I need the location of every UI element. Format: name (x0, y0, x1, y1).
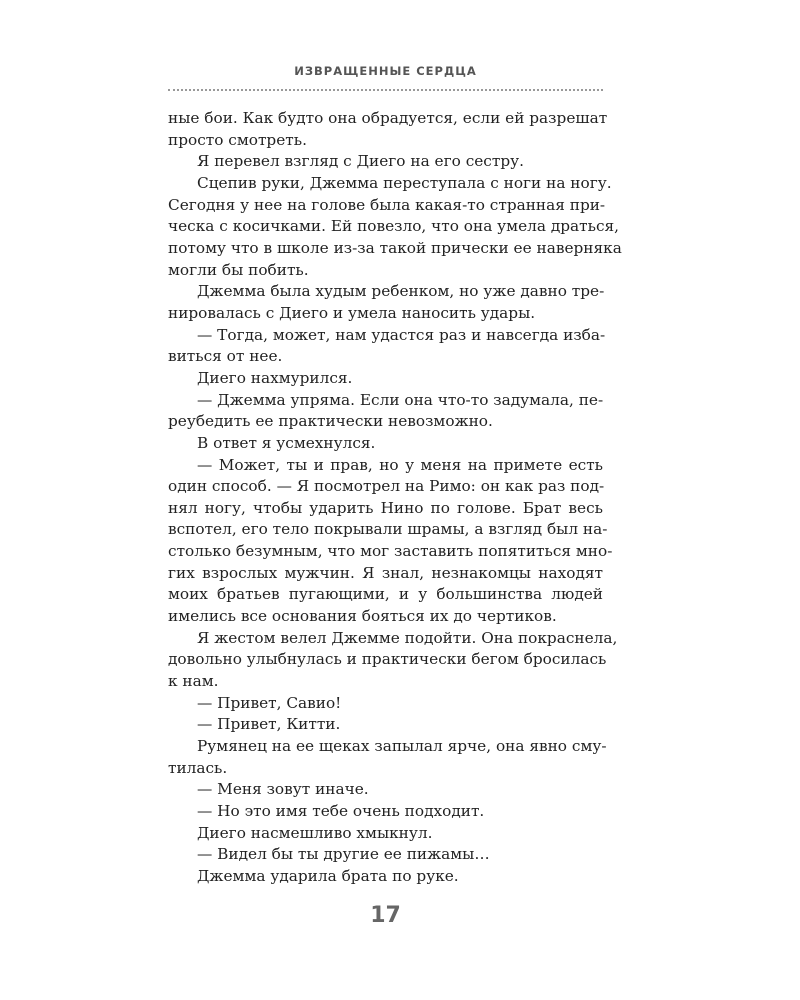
text-line: Джемма ударила брата по руке. (197, 866, 459, 885)
text-line: В ответ я усмехнулся. (197, 433, 376, 452)
text-line: вспотел, его тело покрывали шрамы, а взгляд был на- (168, 520, 608, 539)
text-line: — Привет, Савио! (197, 693, 342, 712)
text-line: ные бои. Как будто она обрадуется, если ей разрешат (168, 109, 608, 127)
text-line: Сцепив руки, Джемма переступала с ноги на ногу. (197, 173, 612, 192)
text-line: Румянец на ее щеках запылал ярче, она явно сму- (197, 737, 607, 756)
text-line: — Привет, Китти. (197, 715, 341, 734)
page-number: 17 (370, 903, 401, 928)
text-line: могли бы побить. (168, 260, 309, 279)
text-line: имелись все основания бояться их до чертиков. (168, 607, 557, 626)
text-line: Сегодня у нее на голове была какая-то странная при- (168, 195, 606, 214)
text-line: Джемма была худым ребенком, но уже давно тре- (197, 282, 605, 301)
text-line: к нам. (168, 672, 219, 691)
text-line: нировалась с Диего и умела наносить удары. (168, 303, 536, 322)
running-title: ИЗВРАЩЕННЫЕ СЕРДЦА (294, 64, 477, 78)
text-line: потому что в школе из-за такой прически ее наверняка (168, 238, 622, 257)
text-line: тилась. (168, 758, 228, 777)
text-line: ческа с косичками. Ей повезло, что она умела драться, (168, 217, 620, 236)
text-line: — Может, ты и прав, но у меня на примете есть (197, 455, 603, 474)
text-line: — Но это имя тебе очень подходит. (197, 802, 485, 820)
text-line: — Джемма упряма. Если она что-то задумала, пе- (197, 390, 604, 409)
text-line: виться от нее. (168, 347, 283, 366)
text-line: реубедить ее практически невозможно. (168, 412, 493, 431)
text-line: просто смотреть. (168, 130, 307, 149)
text-line: — Тогда, может, нам удастся раз и навсегда изба- (197, 325, 606, 344)
text-line: Диего нахмурился. (197, 368, 353, 387)
page-body-text (168, 108, 622, 888)
text-line: — Видел бы ты другие ее пижамы… (197, 845, 490, 864)
text-line: столько безумным, что мог заставить попятиться мно- (168, 542, 613, 561)
text-line: один способ. — Я посмотрел на Римо: он как раз под- (168, 477, 605, 496)
text-line: Я перевел взгляд с Диего на его сестру. (197, 152, 524, 171)
header-divider (168, 89, 603, 91)
text-line: гих взрослых мужчин. Я знал, незнакомцы находят (168, 563, 603, 582)
text-line: нял ногу, чтобы ударить Нино по голове. Брат весь (168, 498, 603, 517)
text-line: Я жестом велел Джемме подойти. Она покраснела, (197, 628, 618, 647)
text-line: моих братьев пугающими, и у большинства людей (168, 585, 603, 604)
text-line: довольно улыбнулась и практически бегом бросилась (168, 650, 607, 669)
text-line: — Меня зовут иначе. (197, 780, 369, 799)
text-line: Диего насмешливо хмыкнул. (197, 823, 433, 842)
